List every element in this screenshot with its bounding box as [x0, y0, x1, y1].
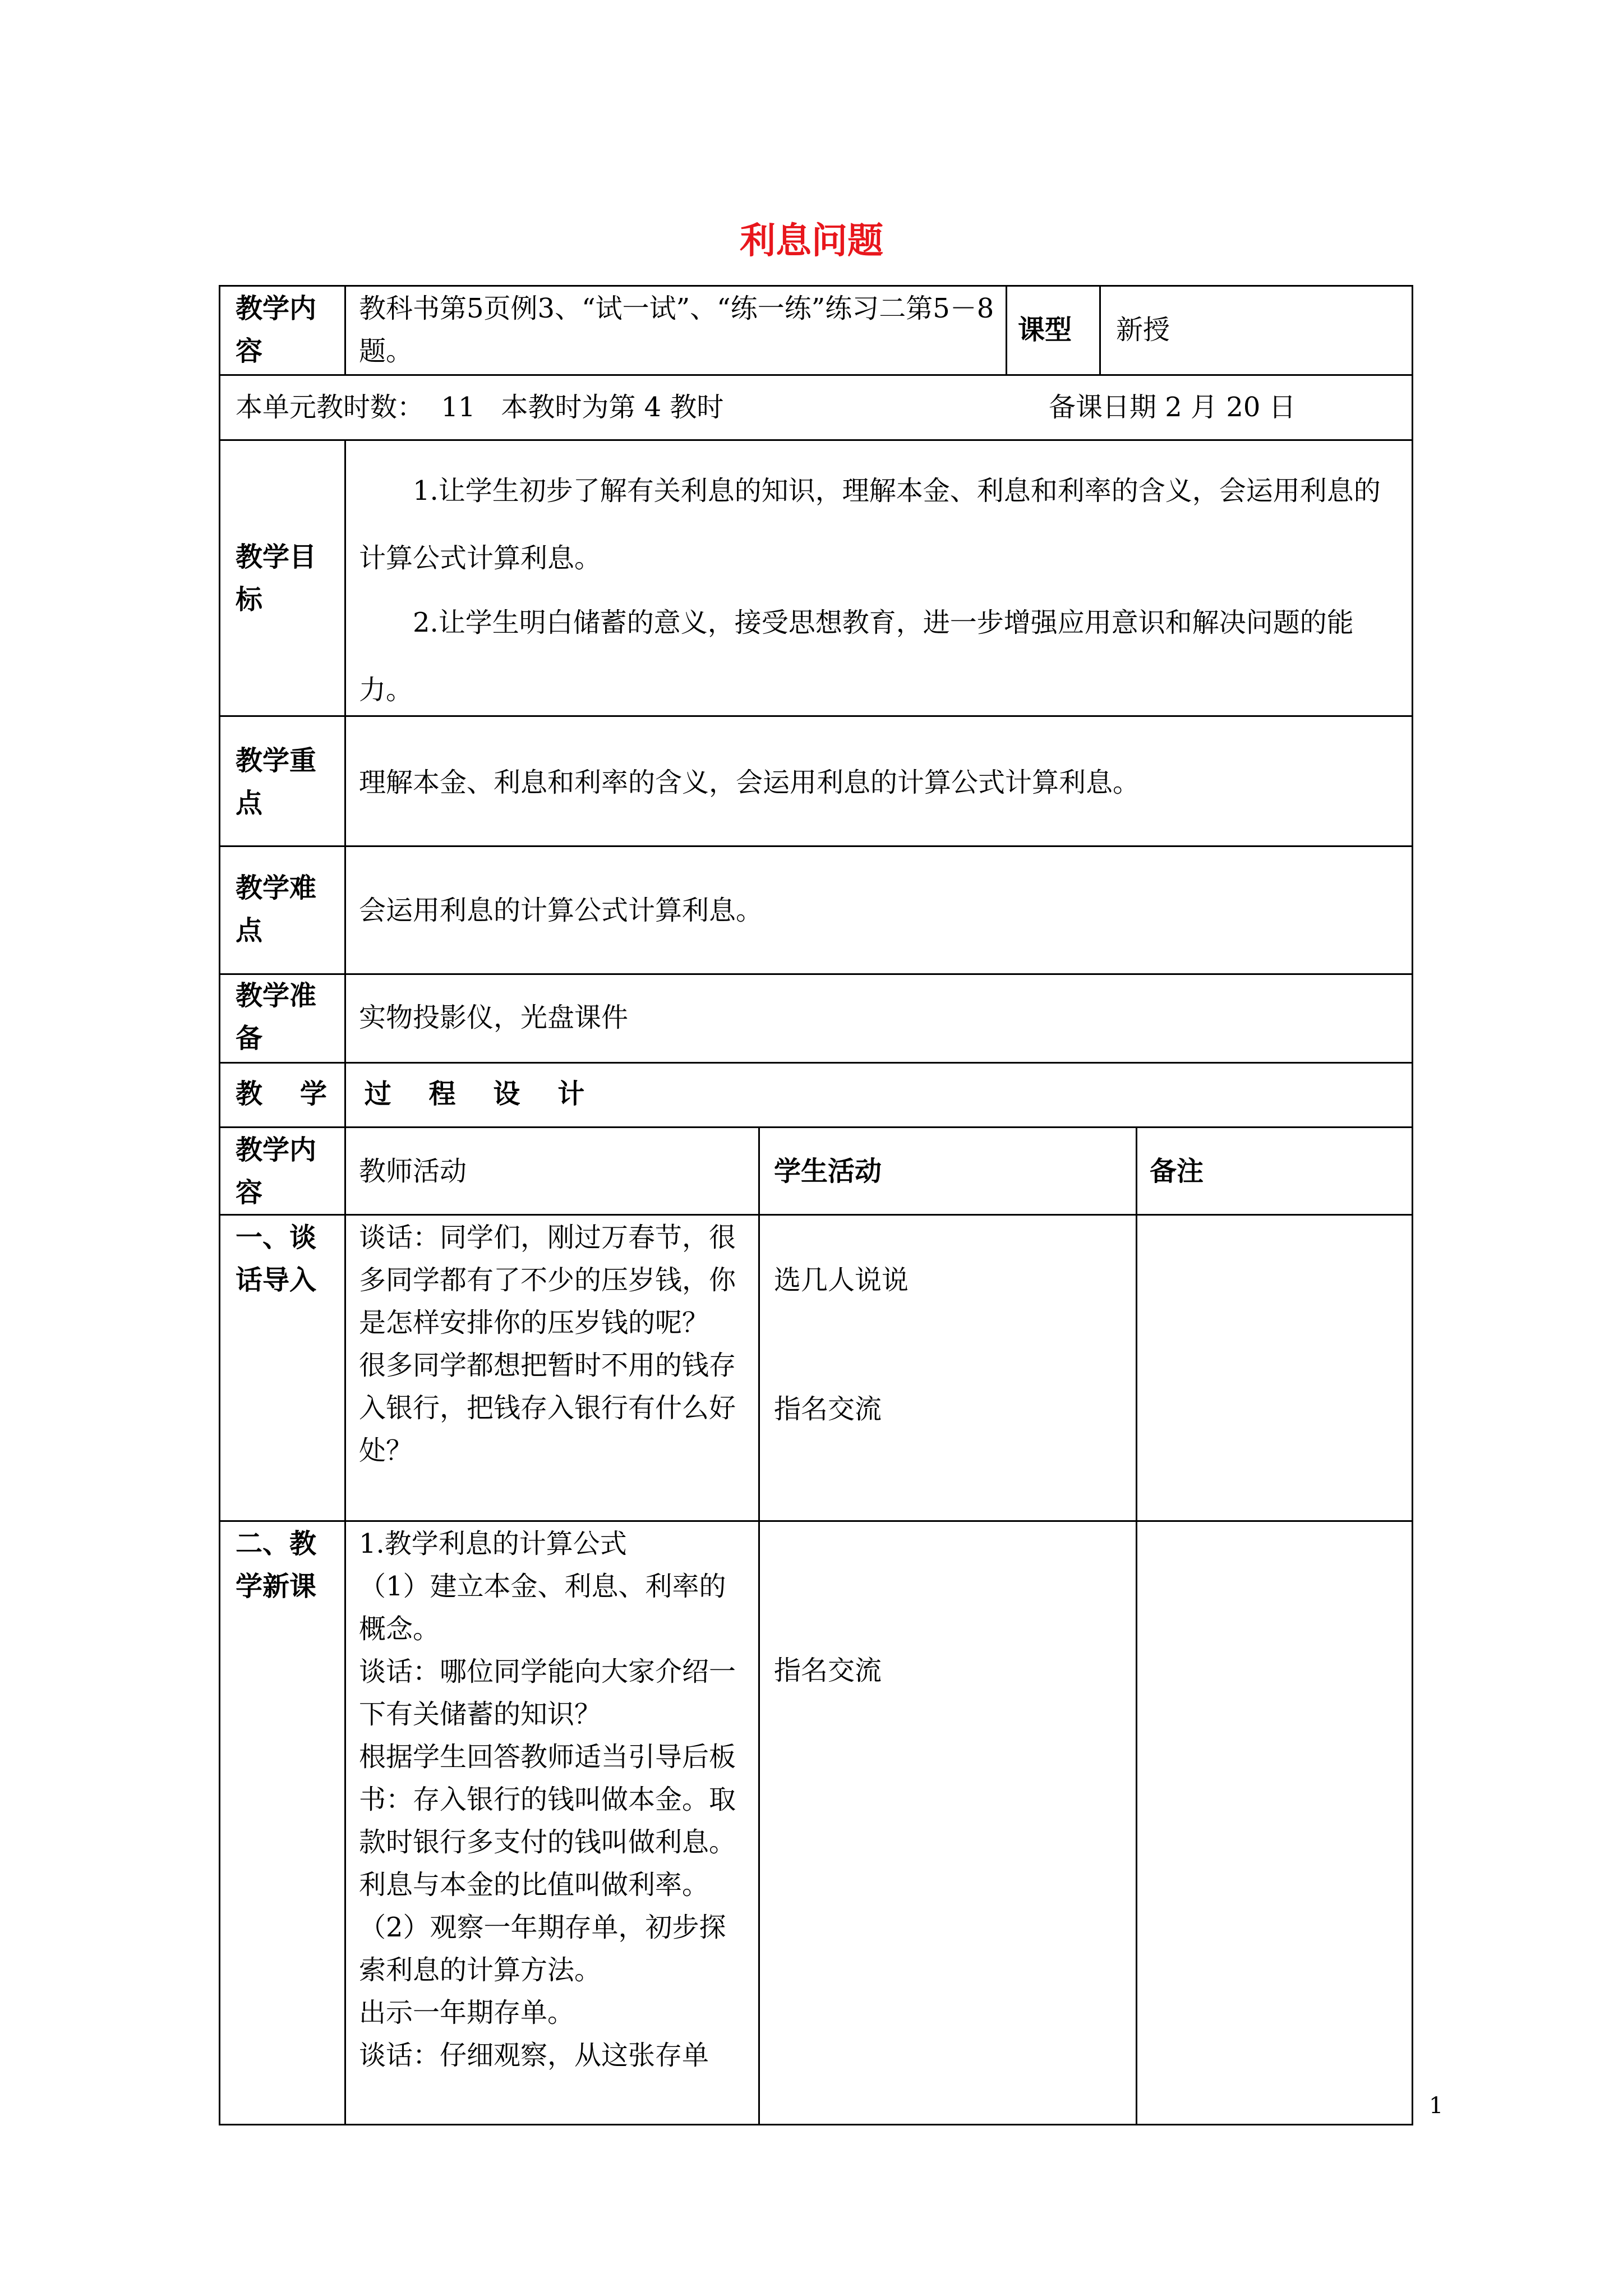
document-title: 利息问题	[740, 220, 883, 262]
teacher-activity: 谈话：同学们，刚过万春节，很多同学都有了不少的压岁钱，你是怎样安排你的压岁钱的呢？ 很多同学都想把暂时不用的钱存入银行，把钱存入银行有什么好处？	[359, 1222, 736, 1466]
col-header-teacher: 教师活动	[359, 1156, 467, 1187]
content-text: 教科书第5页例3、“试一试”、“练一练”练习二第5－8题。	[359, 293, 994, 367]
difficulty-label: 教学难点	[236, 872, 317, 946]
goals-label: 教学目标	[236, 541, 317, 615]
key-text: 理解本金、利息和利率的含义，会运用利息的计算公式计算利息。	[359, 767, 1140, 798]
teacher-activity: 1.教学利息的计算公式 （1）建立本金、利息、利率的概念。 谈话：哪位同学能向大家介绍一下有关储蓄的知识？ 根据学生回答教师适当引导后板书：存入银行的钱叫做本金。取款时银行多支付的钱叫做利息。 利息与本金的比值叫做利率。 （2）观察一年期存单，初步探索利息的计算方法。 出示一年期存单。 谈话：仔细观察，从这张存单	[359, 1528, 736, 2071]
student-activity: 指名交流	[774, 1393, 882, 1425]
student-activity: 指名交流	[774, 1655, 882, 1686]
type-label: 课型	[1018, 314, 1072, 346]
student-activity: 选几人说说	[774, 1264, 909, 1296]
process-heading: 教 学 过 程 设 计	[236, 1078, 585, 1110]
date-line: 备课日期 2 月 20 日	[1049, 392, 1296, 423]
col-header-content: 教学内容	[236, 1134, 317, 1208]
key-label: 教学重点	[236, 745, 317, 819]
col-header-note: 备注	[1150, 1156, 1204, 1187]
hours-line: 本单元教时数： 11 本教时为第 4 教时	[236, 392, 724, 423]
content-label: 教学内容	[236, 293, 317, 367]
goal-1: 1.让学生初步了解有关利息的知识，理解本金、利息和利率的含义，会运用利息的计算公式计算利息。	[359, 475, 1381, 574]
type-value: 新授	[1116, 314, 1170, 346]
prep-label: 教学准备	[236, 980, 317, 1054]
page-number: 1	[1429, 2093, 1444, 2119]
col-header-student: 学生活动	[774, 1156, 882, 1187]
difficulty-text: 会运用利息的计算公式计算利息。	[359, 895, 763, 926]
section-label: 一、谈话导入	[236, 1222, 317, 1296]
section-label: 二、教学新课	[236, 1528, 317, 1602]
prep-text: 实物投影仪，光盘课件	[359, 1002, 629, 1033]
goal-2: 2.让学生明白储蓄的意义，接受思想教育，进一步增强应用意识和解决问题的能力。	[359, 607, 1354, 706]
